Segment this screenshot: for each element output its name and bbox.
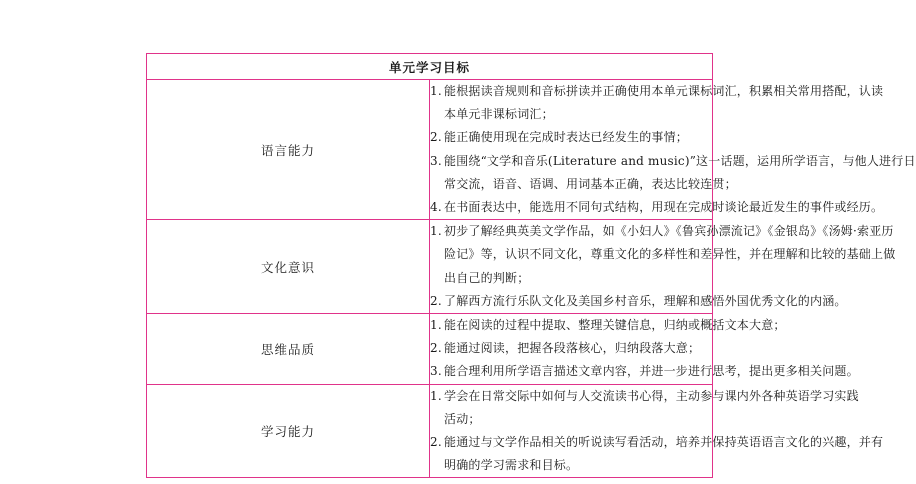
category-label: 学习能力 [147, 384, 430, 478]
category-label: 思维品质 [147, 314, 430, 385]
goal-number: 2. [430, 130, 442, 145]
goal-number: 2. [430, 341, 442, 356]
goal-item-continuation [430, 103, 712, 126]
goal-text: 常交流，语音、语调、用词基本正确，表达比较连贯； [444, 176, 737, 191]
goal-text: 本单元非课标词汇； [444, 107, 554, 122]
table-header-row [147, 54, 713, 80]
goal-text: 学会在日常交际中如何与人交流读书心得，主动参与课内外各种英语学习实践 [444, 388, 859, 403]
goal-number: 3. [430, 153, 442, 168]
table-row [147, 220, 713, 314]
goal-text: 能通过阅读，把握各段落核心，归纳段落大意； [444, 341, 701, 356]
goal-text: 活动； [444, 411, 481, 426]
goal-item-continuation [430, 454, 712, 477]
goal-item [430, 431, 884, 454]
goal-number: 2. [430, 435, 442, 450]
goal-number: 3. [430, 364, 442, 379]
learning-goals-table [146, 53, 916, 478]
goal-number: 2. [430, 293, 442, 308]
goal-item [430, 196, 884, 219]
goal-text: 了解西方流行乐队文化及美国乡村音乐，理解和感悟外国优秀文化的内涵。 [444, 293, 847, 308]
table-row [147, 384, 713, 478]
goal-item [430, 220, 894, 243]
goal-item-continuation [430, 173, 737, 196]
goal-text: 能合理利用所学语言描述文章内容，并进一步进行思考，提出更多相关问题。 [444, 364, 859, 379]
goal-item [430, 360, 859, 383]
goal-number: 4. [430, 200, 442, 215]
table-body [147, 80, 916, 478]
goal-item [430, 337, 712, 360]
table-row [147, 314, 713, 385]
goal-number: 1. [430, 224, 442, 239]
goal-item [430, 80, 884, 103]
goal-item-continuation [430, 408, 712, 431]
goal-item-continuation [430, 267, 712, 290]
goal-text: 在书面表达中，能选用不同句式结构，用现在完成时谈论最近发生的事件或经历。 [444, 200, 884, 215]
goal-text: 初步了解经典英美文学作品，如《小妇人》《鲁宾孙漂流记》《金银岛》《汤姆·索亚历 [444, 224, 894, 239]
goal-text: 明确的学习需求和目标。 [444, 458, 579, 473]
goal-item [430, 385, 859, 408]
goal-list [430, 314, 859, 385]
goal-text: 能通过与文学作品相关的听说读写看活动，培养并保持英语语言文化的兴趣，并有 [444, 435, 884, 450]
goal-item [430, 290, 847, 313]
goal-item [430, 150, 916, 173]
goal-list [430, 220, 896, 314]
goal-text: 能围绕“文学和音乐(Literature and music)”这一话题，运用所学语言，与他人进行日 [444, 153, 916, 168]
goal-text: 能根据读音规则和音标拼读并正确使用本单元课标词汇，积累相关常用搭配，认读 [444, 84, 884, 98]
goal-text: 险记》等，认识不同文化，尊重文化的多样性和差异性，并在理解和比较的基础上做 [444, 247, 896, 262]
goal-text: 能正确使用现在完成时表达已经发生的事情； [444, 130, 689, 145]
goal-item [430, 126, 712, 149]
goal-number: 1. [430, 318, 442, 333]
goal-item-continuation [430, 243, 896, 266]
goal-list [430, 384, 884, 478]
table-row [147, 80, 713, 220]
category-label: 文化意识 [147, 220, 430, 314]
table-title: 单元学习目标 [147, 54, 713, 80]
goal-item [430, 314, 786, 337]
goal-number: 1. [430, 388, 442, 403]
goal-text: 能在阅读的过程中提取、整理关键信息，归纳或概括文本大意； [444, 318, 786, 333]
goal-text: 出自己的判断； [444, 270, 530, 285]
goal-number: 1. [430, 84, 442, 98]
goal-list [430, 80, 916, 220]
category-label: 语言能力 [147, 80, 430, 220]
